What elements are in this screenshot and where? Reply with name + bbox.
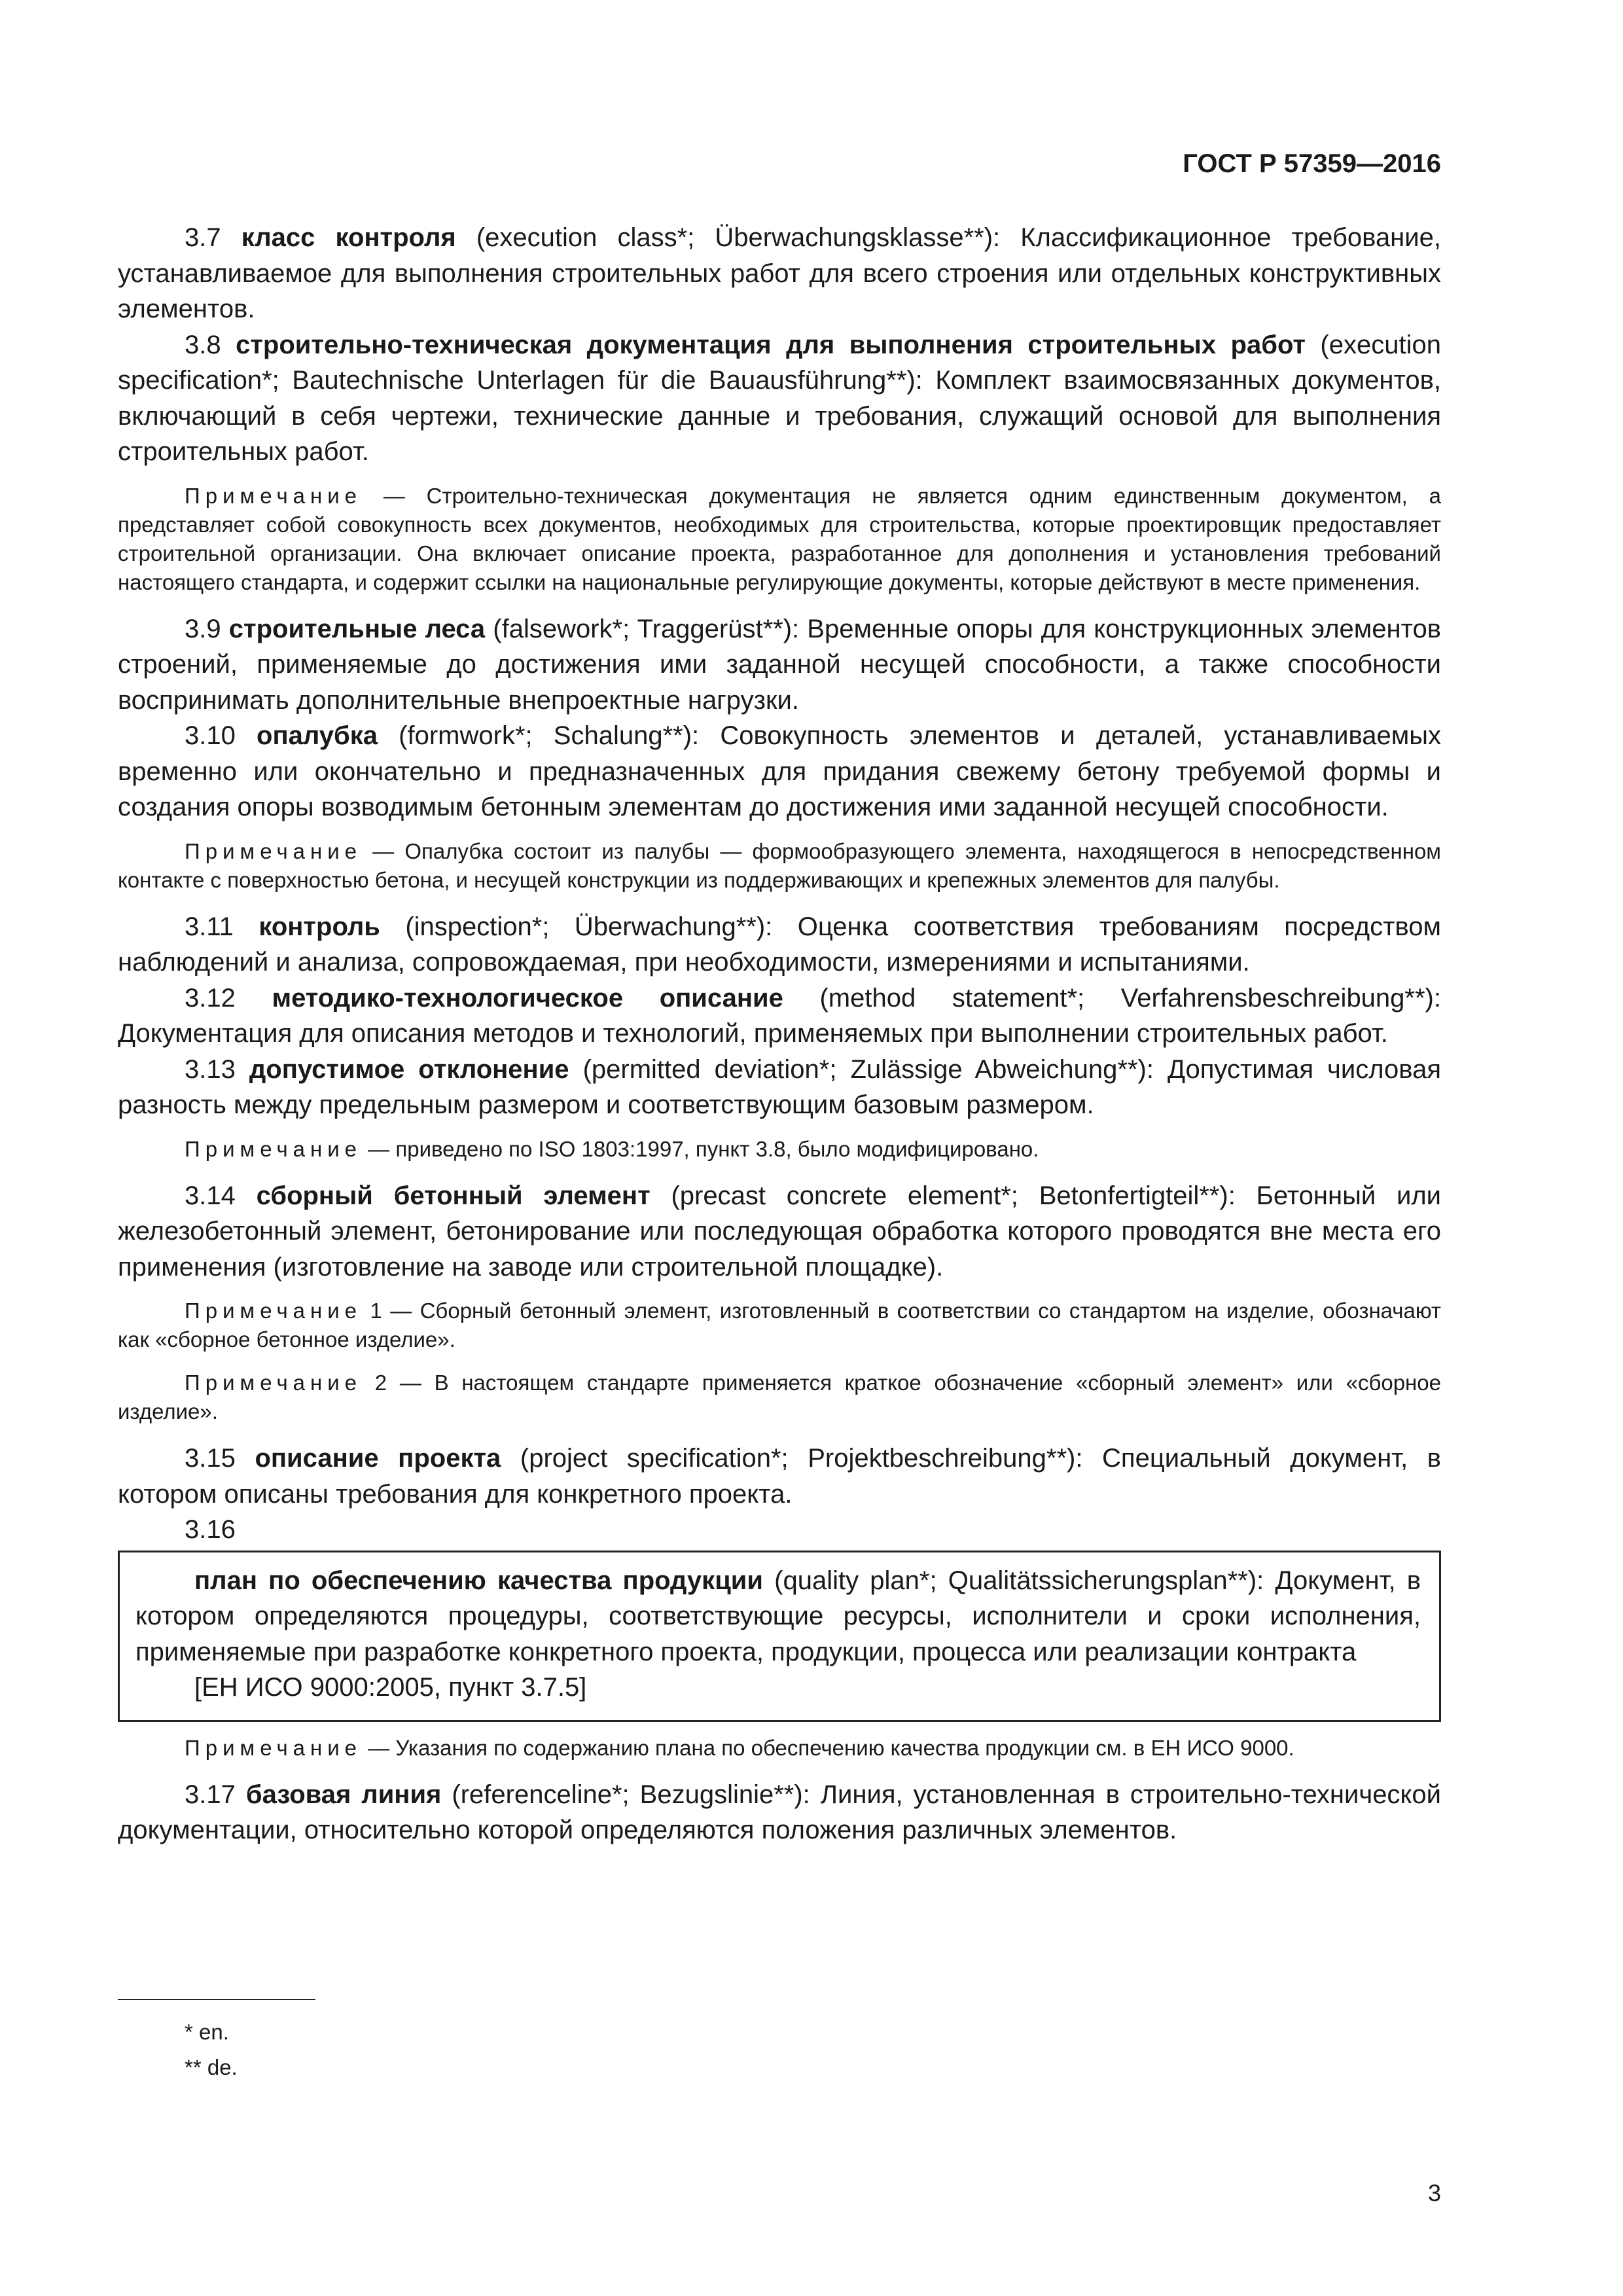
clause-number: 3.7 <box>185 223 221 252</box>
term: контроль <box>259 912 380 941</box>
clause-number-3-16: 3.16 <box>185 1515 236 1544</box>
term-translation: (falsework*; Traggerüst**): <box>485 614 800 643</box>
note-text: 1 — Сборный бетонный элемент, изготовленный в соответствии со стандартом на изделие, обозначают как «сборное бетонное изделие». <box>118 1299 1441 1352</box>
note-3-13 <box>118 1135 1441 1164</box>
term: опалубка <box>257 721 378 750</box>
note-label: Примечание <box>185 483 363 508</box>
note-label: Примечание <box>185 1371 363 1395</box>
term-translation: (inspection*; Überwachung**): <box>380 912 773 941</box>
clause-number: 3.13 <box>185 1054 236 1084</box>
clause-number: 3.14 <box>185 1181 236 1210</box>
term-definition: Оценка соответствия требованиям посредством наблюдений и анализа, сопровождаемая, при необходимости, измерениями и испытаниями. <box>118 912 1442 977</box>
note-3-14-2 <box>118 1369 1441 1426</box>
note-label: Примечание <box>185 838 363 863</box>
clause-number: 3.11 <box>185 912 234 941</box>
term-translation: (execution class*; Überwachungsklasse**): <box>455 223 1001 252</box>
note-text: — приведено по ISO 1803:1997, пункт 3.8, было модифицировано. <box>362 1136 1039 1161</box>
term-definition: Бетонный или железобетонный элемент, бетонирование или последующая обработка которого проводятся вне места его применения (изготовление на заводе или строительной площадке). <box>118 1181 1442 1282</box>
clause-number: 3.8 <box>185 330 221 359</box>
note-3-14-1 <box>118 1297 1441 1354</box>
definition-3-14 <box>118 1178 1441 1285</box>
note-text: 2 — В настоящем стандарте применяется краткое обозначение «сборный элемент» или «сборное изделие». <box>118 1371 1441 1424</box>
page-number: 3 <box>1427 2179 1441 2206</box>
note-3-8 <box>118 482 1441 597</box>
quoted-definition-box <box>118 1551 1441 1722</box>
note-label: Примечание <box>185 1136 363 1161</box>
term-translation: (permitted deviation*; Zulässige Abweichung**): <box>569 1054 1154 1084</box>
footnote-de: ** de. <box>185 2055 238 2079</box>
term-definition: Допустимая числовая разность между предельным размером и соответствующим базовым размером. <box>118 1054 1441 1119</box>
term-translation: (referenceline*; Bezugslinie**): <box>441 1780 810 1809</box>
term-definition: Комплект взаимосвязанных документов, включающий в себя чертежи, технические данные и требования, служащий основой для выполнения строительных работ. <box>118 366 1441 466</box>
term: базовая линия <box>245 1780 442 1809</box>
note-text: — Указания по содержанию плана по обеспечению качества продукции см. в ЕН ИСО 9000. <box>362 1735 1294 1760</box>
document-id-header: ГОСТ Р 57359—2016 <box>1183 149 1441 178</box>
term-definition: Совокупность элементов и деталей, устанавливаемых временно или окончательно и предназначенных для придания свежему бетону требуемой формы и создания опоры возводимым бетонным элементам до достижения ими заданной несущей способности. <box>118 721 1441 821</box>
document-body <box>118 220 1441 1848</box>
term-definition: Документ, в котором определяются процедуры, соответствующие ресурсы, исполнители и сроки исполнения, применяемые при разработке конкретного проекта, продукции, процесса или реализации контракта <box>135 1566 1421 1666</box>
footnote-en: * en. <box>185 2020 229 2044</box>
term-definition: Специальный документ, в котором описаны требования для конкретного проекта. <box>118 1444 1442 1509</box>
term: строительные леса <box>228 614 486 643</box>
definition-source: [ЕН ИСО 9000:2005, пункт 3.7.5] <box>194 1673 587 1702</box>
definition-3-10 <box>118 718 1441 825</box>
term: план по обеспечению качества продукции <box>194 1566 763 1595</box>
term-definition: Документация для описания методов и технологий, применяемых при выполнении строительных работ. <box>118 1019 1388 1048</box>
definition-3-17 <box>118 1777 1441 1848</box>
definition-3-15 <box>118 1441 1441 1512</box>
clause-number: 3.10 <box>185 721 236 750</box>
term: допустимое отклонение <box>249 1054 569 1084</box>
term-definition: Классификационное требование, устанавливаемое для выполнения строительных работ для всего строения или отдельных конструктивных элементов. <box>118 223 1441 323</box>
term: сборный бетонный элемент <box>256 1181 651 1210</box>
term-translation: (method statement*; Verfahrensbeschreibung**): <box>783 983 1441 1013</box>
term-translation: (execution specification*; Bautechnische Unterlagen für die Bauausführung**): <box>118 330 1441 395</box>
clause-number: 3.17 <box>185 1780 236 1809</box>
definition-3-7 <box>118 220 1441 327</box>
footnote-separator <box>118 1999 315 2000</box>
definition-3-13 <box>118 1052 1441 1123</box>
term-definition: Временные опоры для конструкционных элементов строений, применяемые до достижения ими заданной несущей способности, а также способности воспринимать дополнительные внепроектные нагрузки. <box>118 614 1442 715</box>
definition-3-8 <box>118 327 1441 470</box>
term: строительно-техническая документация для выполнения строительных работ <box>236 330 1306 359</box>
note-text: — Опалубка состоит из палубы — формообразующего элемента, находящегося в непосредственном контакте с поверхностью бетона, и несущей конструкции из поддерживающих и крепежных элементов для палубы. <box>118 838 1441 892</box>
definition-3-16 <box>135 1563 1421 1670</box>
note-label: Примечание <box>185 1299 363 1323</box>
term-definition: Линия, установленная в строительно-технической документации, относительно которой определяются положения различных элементов. <box>118 1780 1441 1844</box>
note-text: — Строительно-техническая документация не является одним единственным документом, а представляет собой совокупность всех документов, необходимых для строительства, которые проектировщик предоставляет строительной организации. Она включает описание проекта, разработанное для дополнения и установления требований настоящего стандарта, и содержит ссылки на национальные регулирующие документы, которые действуют в месте применения. <box>118 483 1441 594</box>
term: класс контроля <box>241 223 456 252</box>
term-translation: (formwork*; Schalung**): <box>378 721 700 750</box>
term-translation: (quality plan*; Qualitätssicherungsplan**): <box>762 1566 1264 1595</box>
definition-3-11 <box>118 909 1441 980</box>
note-3-10 <box>118 837 1441 895</box>
term: описание проекта <box>255 1444 501 1473</box>
clause-number: 3.15 <box>185 1444 236 1473</box>
note-3-16 <box>118 1734 1441 1763</box>
definition-3-9 <box>118 611 1441 719</box>
clause-number: 3.12 <box>185 983 236 1013</box>
term: методико-технологическое описание <box>272 983 783 1013</box>
definition-3-12 <box>118 980 1441 1052</box>
term-translation: (project specification*; Projektbeschreibung**): <box>501 1444 1083 1473</box>
term-translation: (precast concrete element*; Betonfertigteil**): <box>650 1181 1236 1210</box>
note-label: Примечание <box>185 1735 363 1760</box>
clause-number: 3.9 <box>185 614 221 643</box>
